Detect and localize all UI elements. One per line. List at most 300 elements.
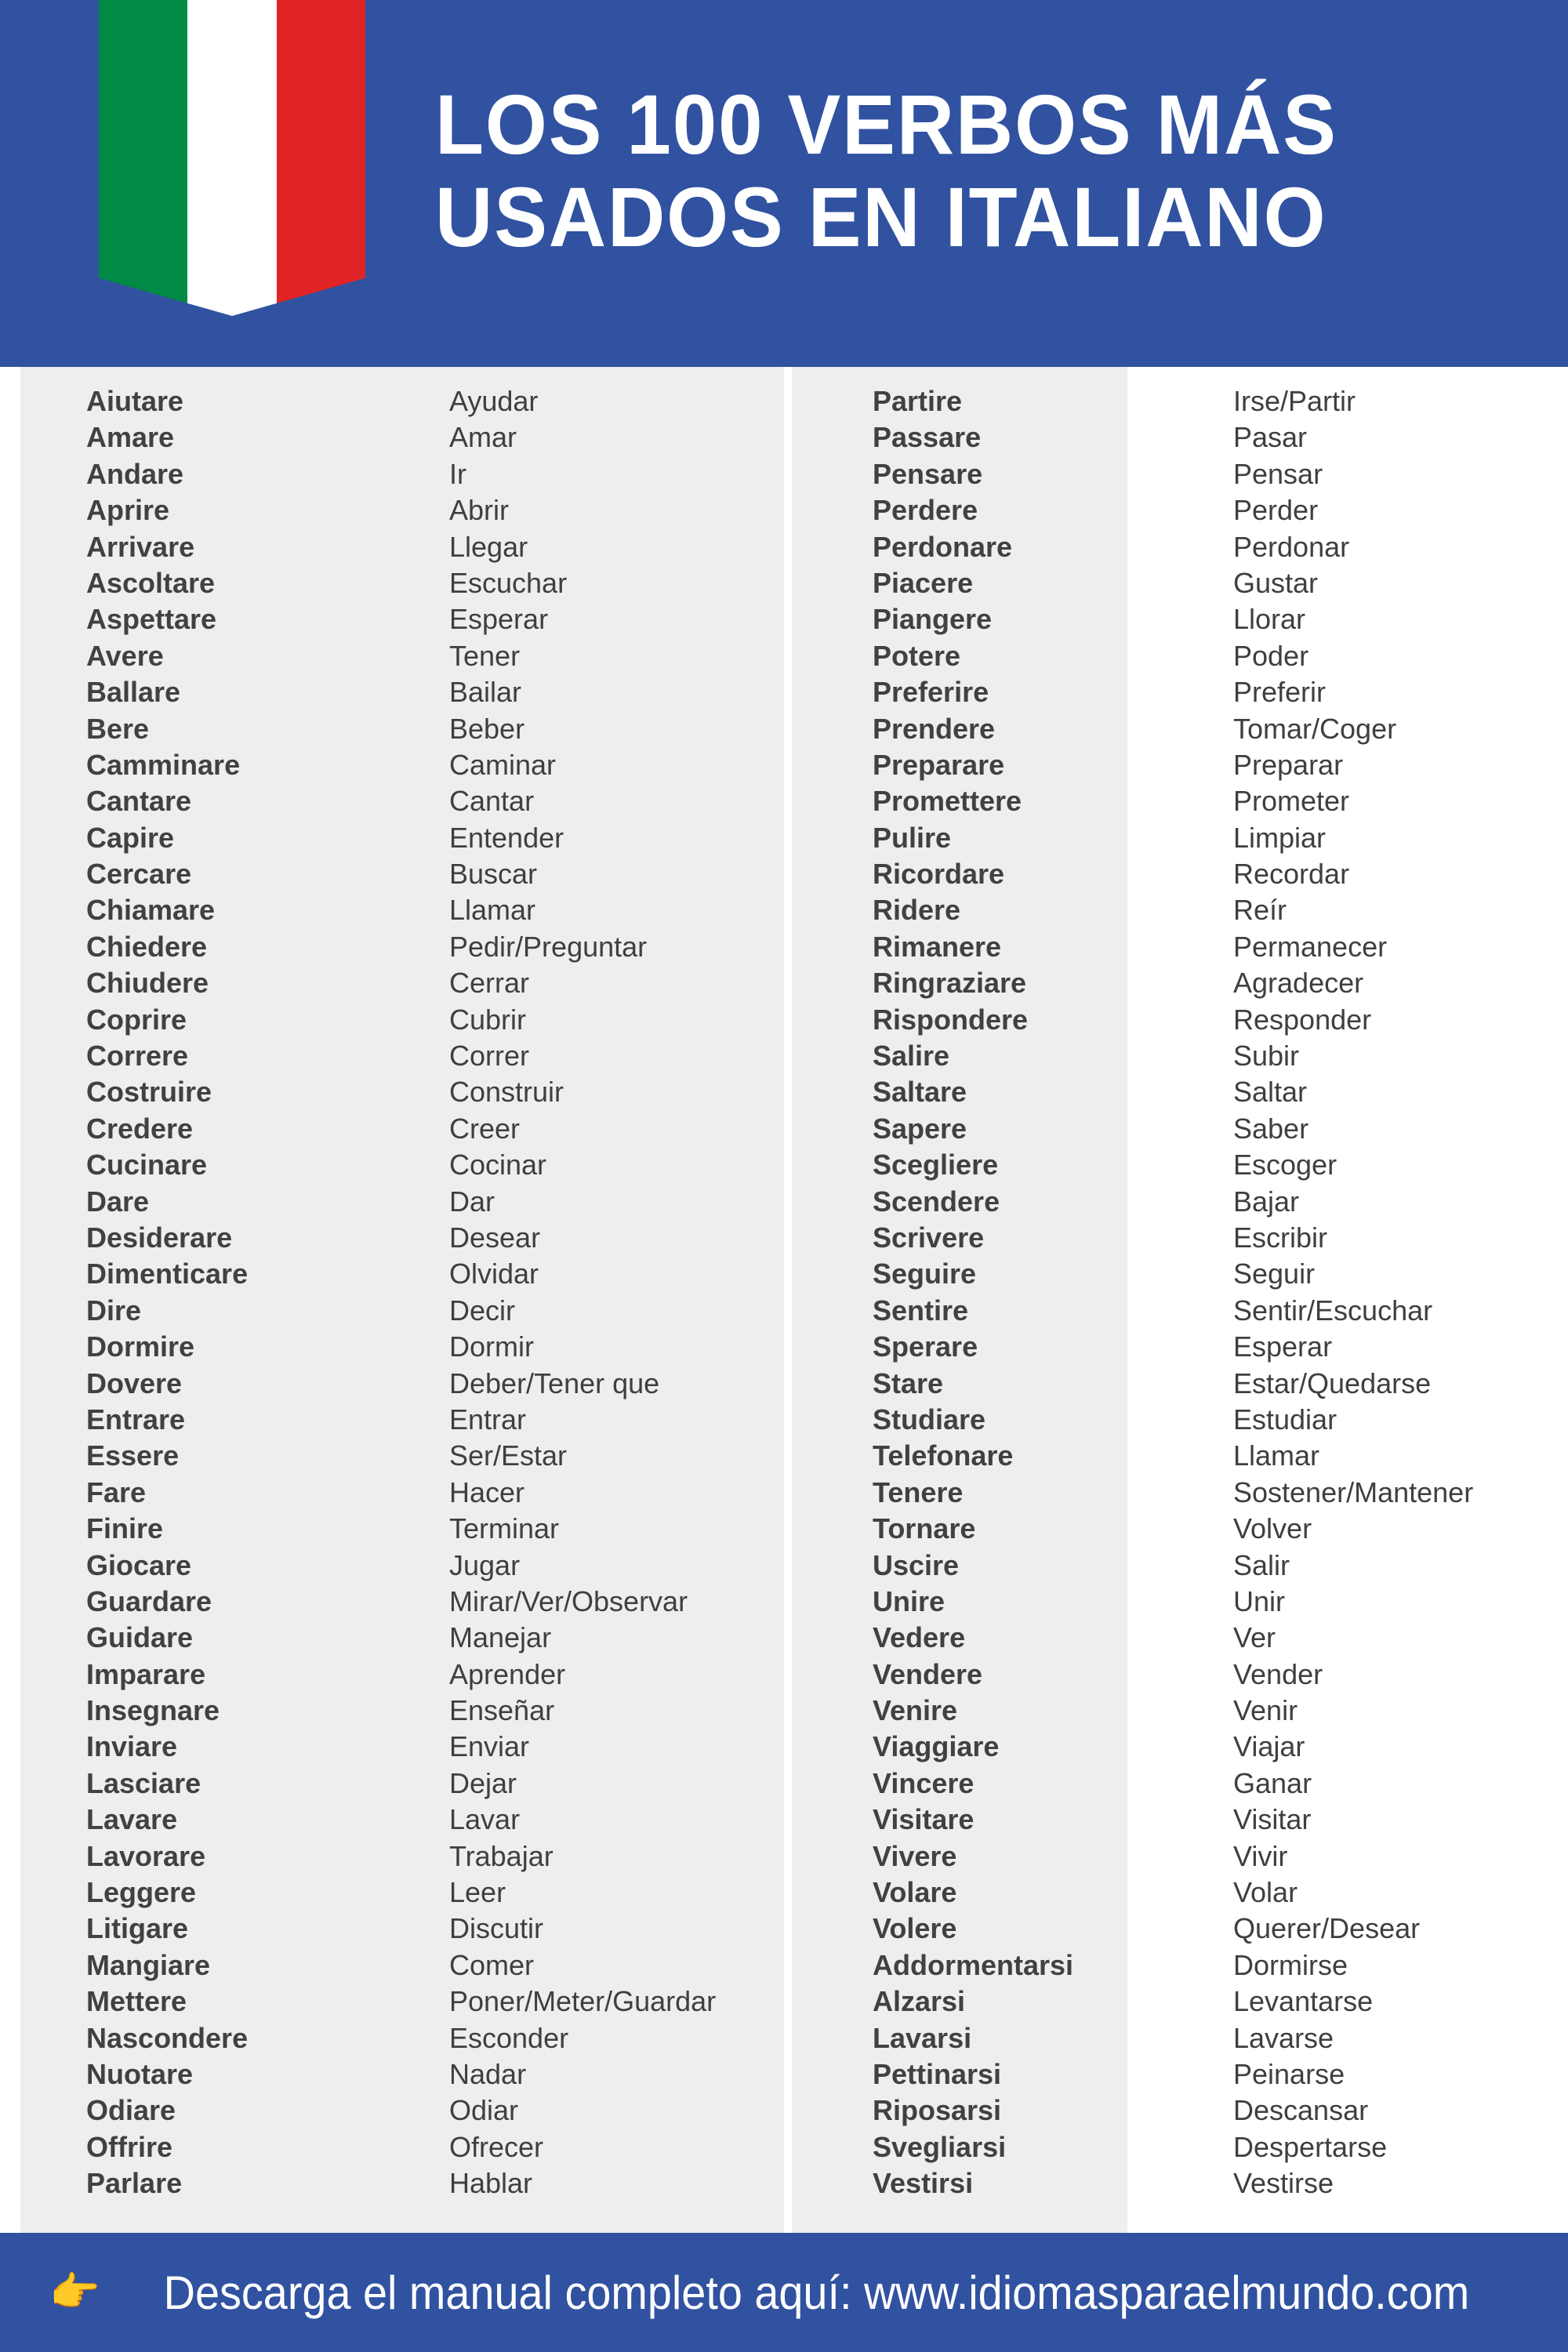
verb-spanish: Agradecer [1233, 967, 1364, 1000]
verb-spanish: Escuchar [449, 566, 568, 599]
verb-italian: Aiutare [86, 385, 184, 417]
verb-spanish: Tomar/Coger [1233, 712, 1397, 745]
verb-row [449, 674, 786, 710]
verb-row [1233, 1038, 1563, 1074]
verb-row [873, 856, 1171, 892]
verb-row [449, 1002, 786, 1038]
verb-spanish: Volver [1233, 1512, 1312, 1545]
verb-row [86, 1475, 384, 1511]
verb-row [873, 1729, 1171, 1765]
verb-row [873, 1657, 1171, 1693]
verb-list-area [0, 367, 1568, 2233]
verb-row [449, 1147, 786, 1183]
verb-row [86, 456, 384, 492]
verb-row [1233, 565, 1563, 601]
verb-row [873, 711, 1171, 747]
column-italian-right [873, 383, 1171, 2202]
verb-italian: Scendere [873, 1185, 1000, 1218]
verb-spanish: Lavarse [1233, 2021, 1334, 2054]
verb-italian: Camminare [86, 748, 241, 781]
verb-italian: Giocare [86, 1548, 192, 1581]
verb-row [873, 1584, 1171, 1620]
verb-row [86, 783, 384, 819]
footer-link-text[interactable]: Descarga el manual completo aquí: www.idiomasparaelmundo.com [163, 2266, 1470, 2319]
verb-row [873, 419, 1171, 456]
verb-row [1233, 1802, 1563, 1838]
verb-row [873, 1620, 1171, 1656]
verb-spanish: Pasar [1233, 421, 1308, 454]
verb-italian: Mettere [86, 1985, 187, 2018]
verb-italian: Vivere [873, 1839, 957, 1872]
verb-spanish: Querer/Desear [1233, 1912, 1421, 1945]
verb-row [873, 1074, 1171, 1110]
verb-spanish: Salir [1233, 1548, 1290, 1581]
verb-italian: Saltare [873, 1076, 967, 1109]
verb-spanish: Llorar [1233, 603, 1306, 636]
verb-row [873, 892, 1171, 928]
verb-row [1233, 2020, 1563, 2056]
verb-row [449, 965, 786, 1001]
verb-row [86, 2056, 384, 2092]
verb-italian: Dovere [86, 1367, 183, 1399]
verb-row [873, 1875, 1171, 1911]
verb-italian: Venire [873, 1694, 958, 1727]
verb-row [449, 1838, 786, 1875]
verb-row [449, 2129, 786, 2165]
verb-row [86, 492, 384, 528]
column-spanish-left [449, 383, 786, 2202]
verb-row [86, 1766, 384, 1802]
verb-row [86, 747, 384, 783]
verb-row [1233, 1584, 1563, 1620]
verb-spanish: Construir [449, 1076, 564, 1109]
page-title [435, 78, 1478, 263]
verb-italian: Ridere [873, 894, 961, 927]
verb-row [1233, 1548, 1563, 1584]
verb-row [86, 1620, 384, 1656]
verb-row [86, 929, 384, 965]
verb-row [449, 529, 786, 565]
verb-italian: Ascoltare [86, 566, 216, 599]
verb-row [86, 1111, 384, 1147]
verb-row [449, 492, 786, 528]
verb-row [873, 1256, 1171, 1292]
footer-cta[interactable] [0, 2233, 1568, 2352]
verb-row [449, 892, 786, 928]
verb-row [449, 1548, 786, 1584]
verb-row [449, 747, 786, 783]
verb-row [449, 856, 786, 892]
verb-spanish: Enviar [449, 1730, 530, 1763]
verb-row [86, 965, 384, 1001]
verb-spanish: Decir [449, 1294, 516, 1327]
verb-spanish: Pensar [1233, 457, 1323, 490]
verb-row [86, 856, 384, 892]
verb-row [86, 2020, 384, 2056]
verb-italian: Tornare [873, 1512, 976, 1545]
flag-stripe-green [99, 0, 187, 316]
verb-row [449, 601, 786, 637]
flag-stripe-white [187, 0, 276, 316]
verb-row [1233, 711, 1563, 747]
verb-italian: Odiare [86, 2094, 176, 2127]
column-italian-left [86, 383, 384, 2202]
verb-row [449, 1911, 786, 1947]
verb-spanish: Saltar [1233, 1076, 1308, 1109]
verb-spanish: Limpiar [1233, 821, 1327, 854]
verb-spanish: Vivir [1233, 1839, 1288, 1872]
verb-row [449, 1657, 786, 1693]
verb-row [86, 1729, 384, 1765]
verb-spanish: Pedir/Preguntar [449, 930, 648, 963]
verb-spanish: Jugar [449, 1548, 521, 1581]
verb-italian: Coprire [86, 1003, 187, 1036]
verb-row [1233, 2129, 1563, 2165]
verb-spanish: Poder [1233, 639, 1309, 672]
verb-row [1233, 1366, 1563, 1402]
verb-spanish: Prometer [1233, 785, 1350, 818]
verb-italian: Finire [86, 1512, 164, 1545]
verb-row [1233, 456, 1563, 492]
verb-row [1233, 2165, 1563, 2201]
header-banner [0, 0, 1568, 367]
verb-row [873, 2056, 1171, 2092]
verb-row [449, 1111, 786, 1147]
verb-row [86, 1293, 384, 1329]
verb-columns [0, 367, 1568, 2233]
verb-spanish: Perder [1233, 494, 1319, 527]
verb-italian: Entrare [86, 1403, 186, 1436]
verb-row [1233, 2056, 1563, 2092]
verb-italian: Alzarsi [873, 1985, 966, 2018]
verb-spanish: Buscar [449, 858, 538, 891]
verb-spanish: Ir [449, 457, 466, 490]
verb-spanish: Trabajar [449, 1839, 554, 1872]
verb-row [86, 1802, 384, 1838]
verb-row [873, 383, 1171, 419]
verb-spanish: Mirar/Ver/Observar [449, 1584, 688, 1617]
verb-row [86, 1584, 384, 1620]
verb-italian: Insegnare [86, 1694, 220, 1727]
verb-spanish: Viajar [1233, 1730, 1305, 1763]
verb-italian: Parlare [86, 2167, 183, 2200]
verb-spanish: Visitar [1233, 1803, 1312, 1836]
verb-italian: Stare [873, 1367, 944, 1399]
verb-row [1233, 929, 1563, 965]
verb-row [873, 1402, 1171, 1438]
verb-row [873, 747, 1171, 783]
verb-italian: Pettinarsi [873, 2057, 1002, 2090]
verb-spanish: Olvidar [449, 1258, 539, 1290]
verb-italian: Ringraziare [873, 967, 1027, 1000]
verb-italian: Preferire [873, 676, 989, 709]
verb-italian: Essere [86, 1439, 180, 1472]
verb-row [449, 1402, 786, 1438]
verb-spanish: Llegar [449, 530, 528, 563]
verb-spanish: Venir [1233, 1694, 1298, 1727]
verb-italian: Telefonare [873, 1439, 1014, 1472]
verb-row [86, 1184, 384, 1220]
verb-spanish: Seguir [1233, 1258, 1316, 1290]
verb-row [873, 2092, 1171, 2129]
page-title-line-2: USADOS EN ITALIANO [435, 169, 1327, 264]
verb-italian: Tenere [873, 1475, 964, 1508]
verb-row [873, 1329, 1171, 1365]
verb-italian: Credere [86, 1112, 194, 1145]
verb-italian: Uscire [873, 1548, 960, 1581]
verb-italian: Studiare [873, 1403, 986, 1436]
verb-spanish: Gustar [1233, 566, 1319, 599]
verb-italian: Desiderare [86, 1221, 233, 1254]
verb-row [449, 1947, 786, 1984]
verb-row [86, 1947, 384, 1984]
verb-row [1233, 1984, 1563, 2020]
verb-row [873, 529, 1171, 565]
verb-row [1233, 638, 1563, 674]
verb-spanish: Abrir [449, 494, 510, 527]
verb-row [873, 820, 1171, 856]
verb-italian: Addormentarsi [873, 1948, 1074, 1981]
verb-spanish: Despertarse [1233, 2130, 1388, 2163]
verb-row [873, 783, 1171, 819]
verb-row [449, 1766, 786, 1802]
verb-row [449, 1329, 786, 1365]
verb-row [873, 492, 1171, 528]
verb-spanish: Subir [1233, 1040, 1300, 1073]
verb-italian: Prendere [873, 712, 996, 745]
verb-row [1233, 783, 1563, 819]
verb-spanish: Beber [449, 712, 525, 745]
verb-row [1233, 1693, 1563, 1729]
verb-row [873, 1984, 1171, 2020]
verb-row [1233, 419, 1563, 456]
flag-stripe-red [277, 0, 365, 316]
verb-row [449, 1438, 786, 1474]
verb-row [873, 638, 1171, 674]
verb-row [1233, 965, 1563, 1001]
verb-spanish: Cantar [449, 785, 535, 818]
verb-row [86, 1002, 384, 1038]
verb-row [86, 1438, 384, 1474]
verb-spanish: Descansar [1233, 2094, 1369, 2127]
verb-row [86, 1693, 384, 1729]
pointing-right-hand-icon: 👉 [49, 2270, 100, 2315]
verb-italian: Pensare [873, 457, 983, 490]
verb-spanish: Ser/Estar [449, 1439, 568, 1472]
verb-spanish: Sentir/Escuchar [1233, 1294, 1433, 1327]
verb-italian: Lavorare [86, 1839, 206, 1872]
verb-row [1233, 674, 1563, 710]
verb-row [1233, 1766, 1563, 1802]
verb-spanish: Responder [1233, 1003, 1372, 1036]
verb-row [873, 929, 1171, 965]
verb-row [873, 1693, 1171, 1729]
verb-row [1233, 747, 1563, 783]
verb-spanish: Nadar [449, 2057, 527, 2090]
verb-italian: Sperare [873, 1330, 978, 1363]
verb-spanish: Preparar [1233, 748, 1344, 781]
verb-row [449, 2092, 786, 2129]
verb-spanish: Ganar [1233, 1766, 1312, 1799]
verb-row [449, 2056, 786, 2092]
verb-italian: Perdonare [873, 530, 1013, 563]
verb-row [1233, 1875, 1563, 1911]
verb-row [1233, 1475, 1563, 1511]
column-spanish-right [1233, 383, 1563, 2202]
verb-row [1233, 1402, 1563, 1438]
verb-row [873, 2129, 1171, 2165]
verb-italian: Piacere [873, 566, 974, 599]
verb-spanish: Discutir [449, 1912, 544, 1945]
verb-row [86, 565, 384, 601]
verb-row [86, 1838, 384, 1875]
verb-spanish: Volar [1233, 1876, 1298, 1909]
verb-row [873, 2020, 1171, 2056]
verb-row [86, 892, 384, 928]
verb-spanish: Ofrecer [449, 2130, 544, 2163]
footer-banner [0, 2233, 1568, 2352]
verb-spanish: Amar [449, 421, 517, 454]
verb-row [86, 1329, 384, 1365]
verb-italian: Nascondere [86, 2021, 249, 2054]
verb-italian: Vincere [873, 1766, 975, 1799]
verb-italian: Pulire [873, 821, 952, 854]
verb-italian: Rimanere [873, 930, 1002, 963]
verb-spanish: Bailar [449, 676, 522, 709]
verb-row [86, 638, 384, 674]
verb-row [449, 383, 786, 419]
verb-spanish: Tener [449, 639, 521, 672]
verb-italian: Cantare [86, 785, 192, 818]
verb-spanish: Dormir [449, 1330, 534, 1363]
verb-italian: Piangere [873, 603, 993, 636]
verb-italian: Seguire [873, 1258, 977, 1290]
verb-spanish: Odiar [449, 2094, 519, 2127]
verb-row [1233, 892, 1563, 928]
verb-spanish: Correr [449, 1040, 530, 1073]
verb-row [449, 711, 786, 747]
verb-row [1233, 1838, 1563, 1875]
verb-row [1233, 1329, 1563, 1365]
verb-italian: Avere [86, 639, 164, 672]
verb-row [449, 1693, 786, 1729]
verb-italian: Lasciare [86, 1766, 201, 1799]
verb-italian: Guardare [86, 1584, 212, 1617]
page-title-line-1: LOS 100 VERBOS MÁS [435, 77, 1338, 172]
verb-row [1233, 2092, 1563, 2129]
verb-spanish: Enseñar [449, 1694, 555, 1727]
verb-italian: Capire [86, 821, 175, 854]
verb-row [873, 1911, 1171, 1947]
verb-row [449, 1074, 786, 1110]
verb-italian: Riposarsi [873, 2094, 1002, 2127]
verb-italian: Offrire [86, 2130, 173, 2163]
verb-spanish: Dejar [449, 1766, 517, 1799]
verb-row [1233, 1256, 1563, 1292]
verb-row [1233, 529, 1563, 565]
verb-row [449, 1984, 786, 2020]
verb-italian: Aspettare [86, 603, 217, 636]
verb-row [86, 383, 384, 419]
verb-italian: Chiamare [86, 894, 216, 927]
verb-italian: Mangiare [86, 1948, 211, 1981]
italian-flag-ribbon [99, 0, 365, 316]
verb-row [1233, 1147, 1563, 1183]
verb-row [873, 1366, 1171, 1402]
verb-italian: Imparare [86, 1657, 206, 1690]
verb-row [873, 1802, 1171, 1838]
verb-row [86, 419, 384, 456]
verb-italian: Correre [86, 1040, 189, 1073]
verb-row [86, 1256, 384, 1292]
verb-row [1233, 1111, 1563, 1147]
verb-row [1233, 601, 1563, 637]
verb-italian: Vendere [873, 1657, 983, 1690]
verb-row [1233, 1947, 1563, 1984]
verb-italian: Cercare [86, 858, 192, 891]
verb-italian: Leggere [86, 1876, 197, 1909]
verb-row [873, 1511, 1171, 1547]
verb-row [86, 1911, 384, 1947]
verb-spanish: Llamar [1233, 1439, 1320, 1472]
verb-italian: Costruire [86, 1076, 212, 1109]
verb-row [86, 2129, 384, 2165]
verb-row [873, 1184, 1171, 1220]
verb-row [86, 674, 384, 710]
verb-row [449, 1293, 786, 1329]
verb-row [86, 2165, 384, 2201]
verb-row [86, 1402, 384, 1438]
verb-row [873, 1947, 1171, 1984]
verb-row [86, 2092, 384, 2129]
verb-row [1233, 856, 1563, 892]
verb-row [449, 2165, 786, 2201]
verb-row [1233, 1620, 1563, 1656]
verb-row [873, 1002, 1171, 1038]
verb-spanish: Dar [449, 1185, 495, 1218]
verb-spanish: Poner/Meter/Guardar [449, 1985, 717, 2018]
verb-row [86, 1511, 384, 1547]
verb-spanish: Entender [449, 821, 564, 854]
verb-spanish: Caminar [449, 748, 557, 781]
verb-row [1233, 1657, 1563, 1693]
verb-row [449, 1802, 786, 1838]
verb-row [1233, 1293, 1563, 1329]
verb-row [86, 1147, 384, 1183]
verb-row [86, 529, 384, 565]
verb-spanish: Bajar [1233, 1185, 1300, 1218]
verb-italian: Passare [873, 421, 982, 454]
verb-row [86, 1875, 384, 1911]
verb-spanish: Cerrar [449, 967, 530, 1000]
verb-italian: Bere [86, 712, 150, 745]
verb-spanish: Dormirse [1233, 1948, 1348, 1981]
verb-row [449, 1184, 786, 1220]
verb-spanish: Esperar [449, 603, 549, 636]
verb-italian: Fare [86, 1475, 147, 1508]
verb-italian: Perdere [873, 494, 978, 527]
verb-italian: Lavarsi [873, 2021, 972, 2054]
verb-spanish: Lavar [449, 1803, 521, 1836]
verb-italian: Dire [86, 1294, 142, 1327]
verb-italian: Scrivere [873, 1221, 985, 1254]
verb-italian: Dimenticare [86, 1258, 249, 1290]
verb-spanish: Sostener/Mantener [1233, 1475, 1474, 1508]
verb-spanish: Deber/Tener que [449, 1367, 660, 1399]
verb-italian: Rispondere [873, 1003, 1029, 1036]
verb-row [873, 1220, 1171, 1256]
verb-row [449, 1875, 786, 1911]
